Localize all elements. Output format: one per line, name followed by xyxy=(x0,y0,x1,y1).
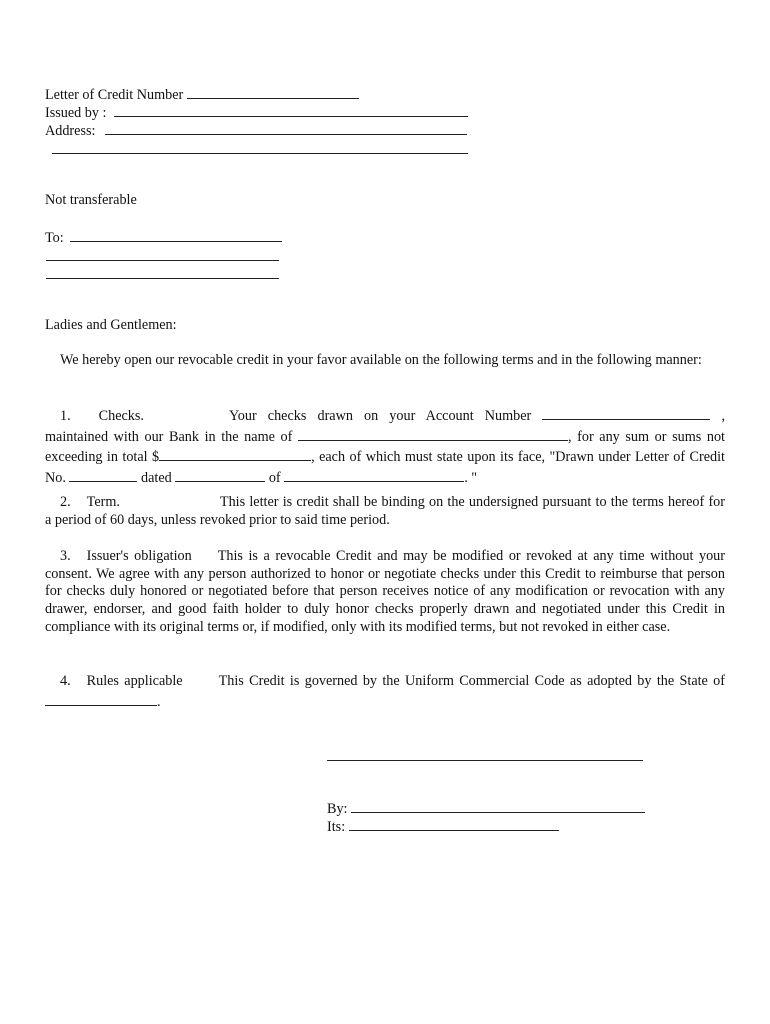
to-label: To: xyxy=(45,230,64,246)
section-rules-end: . xyxy=(157,693,161,710)
credit-no-field[interactable] xyxy=(69,467,137,482)
of-field[interactable] xyxy=(284,467,464,482)
its-line xyxy=(327,816,559,836)
section-issuer-text: This is a revocable Credit and may be modified or revoked at any time without your consent. We agree with any person authorized to honor or negotiate checks under this Credit to reimburse that person for checks duly honored or negotiated before that person receives notice of any modification or revocation with any drawer, endorser, and good faith holder to duly honor checks properly drawn and negotiated under this Credit in compliance with its original terms or, if modified, only with its modified terms, but not revoked in either case. xyxy=(45,548,725,635)
loc-number-line xyxy=(45,84,359,104)
to-line xyxy=(45,227,282,247)
checks-text-5: dated xyxy=(140,470,172,487)
issued-by-field[interactable] xyxy=(114,102,468,117)
by-field[interactable] xyxy=(351,798,645,813)
section-rules-text: This Credit is governed by the Uniform Commercial Code as adopted by the State of xyxy=(218,673,725,689)
section-checks-number: 1. xyxy=(60,408,71,424)
loc-number-field[interactable] xyxy=(187,84,359,99)
address-line xyxy=(45,120,467,140)
issued-by-line xyxy=(45,102,468,122)
by-label: By: xyxy=(327,801,348,817)
section-rules-title: Rules applicable xyxy=(86,673,183,689)
section-term-title: Term. xyxy=(86,494,120,510)
loc-number-label: Letter of Credit Number xyxy=(45,87,184,103)
section-term-number: 2. xyxy=(60,494,71,510)
state-field[interactable] xyxy=(45,691,157,706)
account-number-field[interactable] xyxy=(542,405,710,420)
bank-name-field[interactable] xyxy=(298,426,568,441)
signature-line[interactable] xyxy=(327,760,643,761)
section-issuer-number: 3. xyxy=(60,548,71,564)
section-checks xyxy=(45,405,725,488)
salutation: Ladies and Gentlemen: xyxy=(45,317,177,333)
its-label: Its: xyxy=(327,819,346,835)
section-issuer-title: Issuer's obligation xyxy=(86,548,192,564)
dated-field[interactable] xyxy=(175,467,265,482)
address-field-line-2[interactable] xyxy=(52,153,468,154)
issued-by-label: Issued by : xyxy=(45,105,107,121)
checks-text-4: , each of which must state upon its face, "Drawn under Letter of Credit No. xyxy=(45,449,726,487)
intro-paragraph: We hereby open our revocable credit in your favor available on the following terms and in the following manner: xyxy=(60,352,702,368)
section-rules xyxy=(45,673,725,711)
checks-text-comma: , xyxy=(721,408,725,424)
section-checks-title: Checks. xyxy=(98,408,144,424)
to-field[interactable] xyxy=(70,227,282,242)
checks-text-6: of xyxy=(268,470,281,487)
not-transferable: Not transferable xyxy=(45,192,137,208)
section-term-text: This letter is credit shall be binding on the undersigned pursuant to the terms hereof for a period of 60 days, unless revoked prior to said time period. xyxy=(45,494,725,528)
its-field[interactable] xyxy=(349,816,559,831)
by-line xyxy=(327,798,645,818)
checks-text-2: maintained with our Bank in the name of xyxy=(45,428,293,445)
total-amount-field[interactable] xyxy=(159,446,311,461)
checks-text-7: . " xyxy=(464,470,478,487)
to-field-line-3[interactable] xyxy=(46,278,279,279)
section-issuer xyxy=(45,548,725,637)
checks-text-1: Your checks drawn on your Account Number xyxy=(228,408,532,424)
checks-text-3: , for any sum or sums not exceeding in total $ xyxy=(45,428,726,466)
address-label: Address: xyxy=(45,123,96,139)
to-field-line-2[interactable] xyxy=(46,260,279,261)
section-rules-number: 4. xyxy=(60,673,71,689)
section-term xyxy=(45,494,725,529)
address-field[interactable] xyxy=(105,120,467,135)
